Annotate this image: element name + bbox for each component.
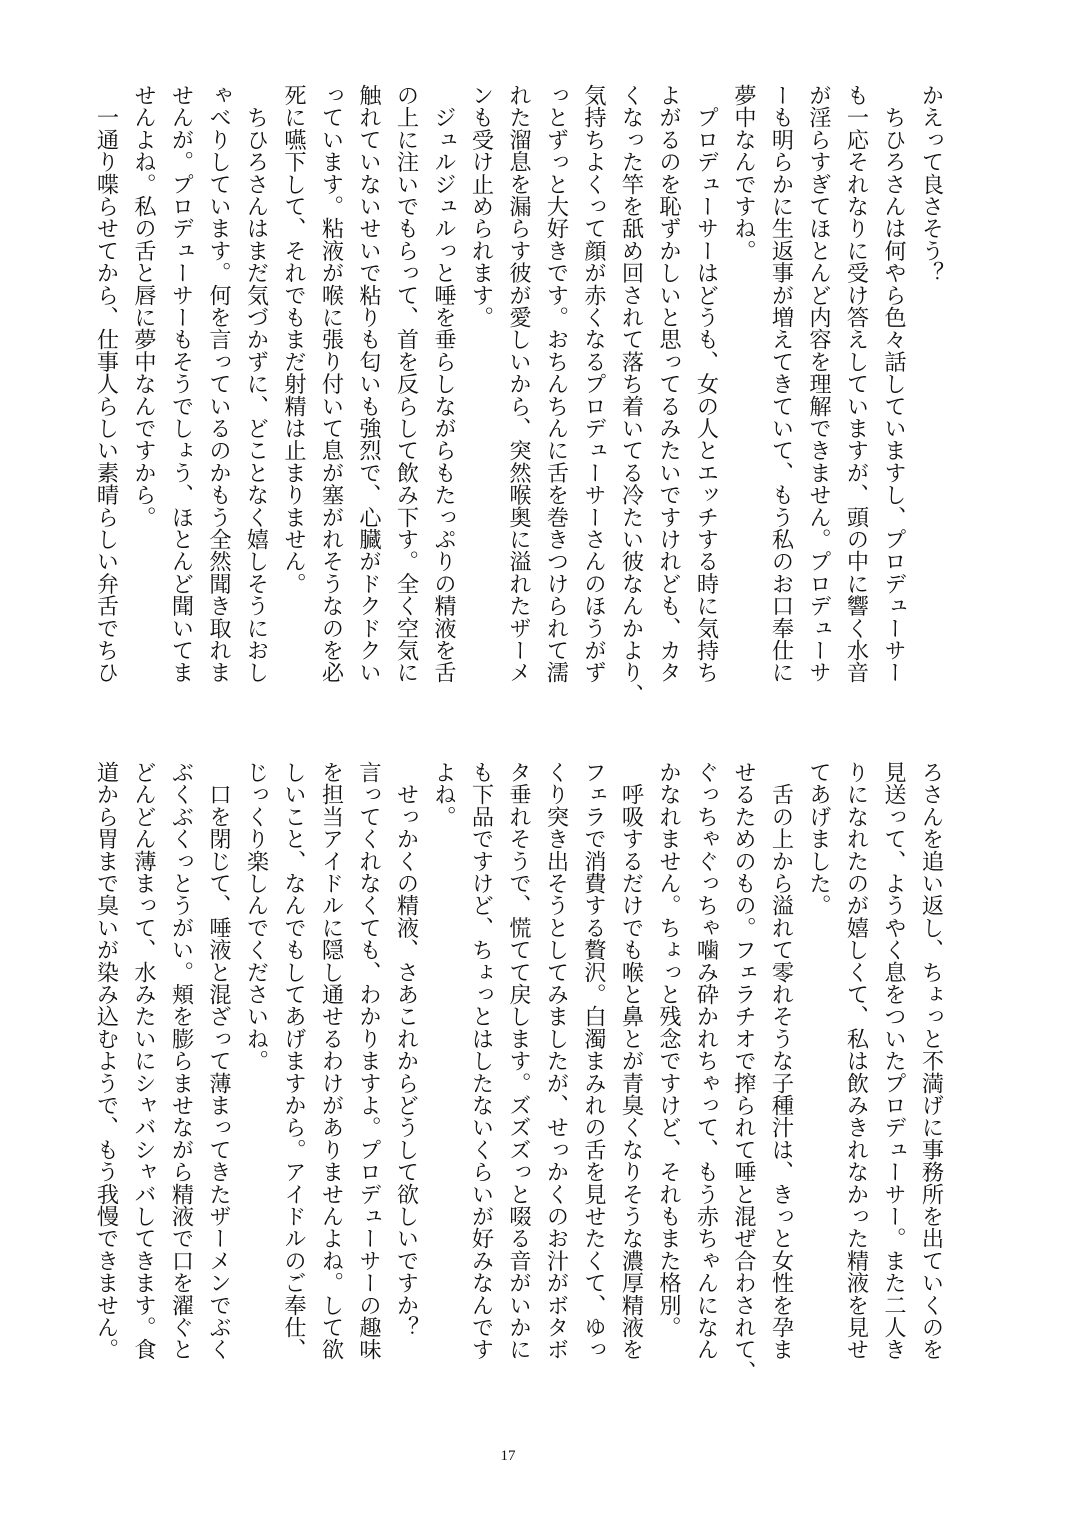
text-column: ぐっちゃぐっちゃ噛み砕かれちゃって、もう赤ちゃんになん [693, 761, 719, 1361]
text-column: ンも受け止められます。 [468, 84, 494, 329]
text-column: どんどん薄まって、水みたいにシャバシャバしてきます。食 [130, 761, 157, 1361]
text-column: かなれません。ちょっと残念ですけど、それもまた格別。 [655, 761, 682, 1339]
text-column: 死に嚥下して、それでもまだ射精は止まりません。 [280, 84, 307, 595]
text-column: 道から胃まで臭いが染み込むようで、もう我慢できません。 [93, 761, 119, 1361]
text-column: 言ってくれなくても、わかりますよ。プロデューサーの趣味 [355, 761, 382, 1361]
text-column: フェラで消費する贅沢。白濁まみれの舌を見せたくて、ゆっ [580, 761, 607, 1361]
text-column: 触れていないせいで粘りも匂いも強烈で、心臓がドクドクい [355, 84, 382, 684]
text-column: ジュルジュルっと唾を垂らしながらもたっぷりの精液を舌 [430, 84, 457, 684]
text-column: くなった竿を舐め回されて落ち着いてる冷たい彼なんかより、 [618, 84, 644, 706]
text-column: ぶくぶくっとうがい。頬を膨らませながら精液で口を濯ぐと [168, 761, 194, 1361]
text-column: の上に注いでもらって、首を反らして飲み下す。全く空気に [393, 84, 419, 684]
text-column: ろさんを追い返し、ちょっと不満げに事務所を出ていくのを [918, 761, 944, 1361]
page-number: 17 [500, 1448, 516, 1464]
text-column: 気持ちよくって顔が赤くなるプロデューサーさんのほうがず [580, 84, 607, 684]
text-column: よね。 [430, 761, 457, 828]
text-column: りになれたのが嬉しくて、私は飲みきれなかった精液を見せ [843, 761, 869, 1361]
text-column: ーも明らかに生返事が増えてきていて、もう私のお口奉仕に [768, 84, 794, 684]
text-column: が淫らすぎてほとんど内容を理解できません。プロデューサ [805, 84, 832, 684]
text-column: せんが。プロデューサーもそうでしょう、ほとんど聞いてま [168, 84, 194, 684]
text-column: ちひろさんは何やら色々話していますし、プロデューサー [880, 84, 907, 684]
text-column: 見送って、ようやく息をついたプロデューサー。また二人き [880, 761, 907, 1361]
text-column: せるためのもの。フェラチオで搾られて唾と混ぜ合わされて、 [730, 761, 757, 1383]
text-column: くり突き出そうとしてみましたが、せっかくのお汁がボタボ [543, 761, 569, 1361]
lower-text-block [87, 761, 950, 1383]
text-column: 舌の上から溢れて零れそうな子種汁は、きっと女性を孕ま [768, 761, 794, 1361]
text-column: プロデューサーはどうも、女の人とエッチする時に気持ち [693, 84, 719, 684]
text-column: も下品ですけど、ちょっとはしたないくらいが好みなんです [468, 761, 494, 1361]
text-column: ゃべりしています。何を言っているのかもう全然聞き取れま [205, 84, 232, 684]
text-column: 呼吸するだけでも喉と鼻とが青臭くなりそうな濃厚精液を [618, 761, 644, 1361]
text-column: せんよね。私の舌と唇に夢中なんですから。 [130, 84, 157, 528]
text-column: 口を閉じて、唾液と混ざって薄まってきたザーメンでぶく [205, 761, 232, 1361]
text-column: てあげました。 [805, 761, 832, 917]
text-column: 一通り喋らせてから、仕事人らしい素晴らしい弁舌でちひ [93, 84, 119, 684]
text-column: タ垂れそうで、慌てて戻します。ズズズっと啜る音がいかに [505, 761, 532, 1361]
text-column: っとずっと大好きです。おちんちんに舌を巻きつけられて濡 [543, 84, 569, 684]
text-column: れた溜息を漏らす彼が愛しいから、突然喉奥に溢れたザーメ [505, 84, 532, 684]
text-column: じっくり楽しんでくださいね。 [243, 761, 269, 1072]
text-column: よがるのを恥ずかしいと思ってるみたいですけれども、カタ [655, 84, 682, 684]
text-column: せっかくの精液、さあこれからどうして欲しいですか？ [393, 761, 419, 1339]
text-column: っています。粘液が喉に張り付いて息が塞がれそうなのを必 [318, 84, 344, 684]
text-column: かえって良さそう？ [918, 84, 944, 284]
text-column: も一応それなりに受け答えしていますが、頭の中に響く水音 [843, 84, 869, 684]
text-column: ちひろさんはまだ気づかずに、どことなく嬉しそうにおし [243, 84, 269, 684]
text-column: しいこと、なんでもしてあげますから。アイドルのご奉仕、 [280, 761, 307, 1361]
upper-text-block [87, 84, 950, 706]
text-column: を担当アイドルに隠し通せるわけがありませんよね。して欲 [318, 761, 344, 1361]
text-column: 夢中なんですね。 [730, 84, 757, 262]
